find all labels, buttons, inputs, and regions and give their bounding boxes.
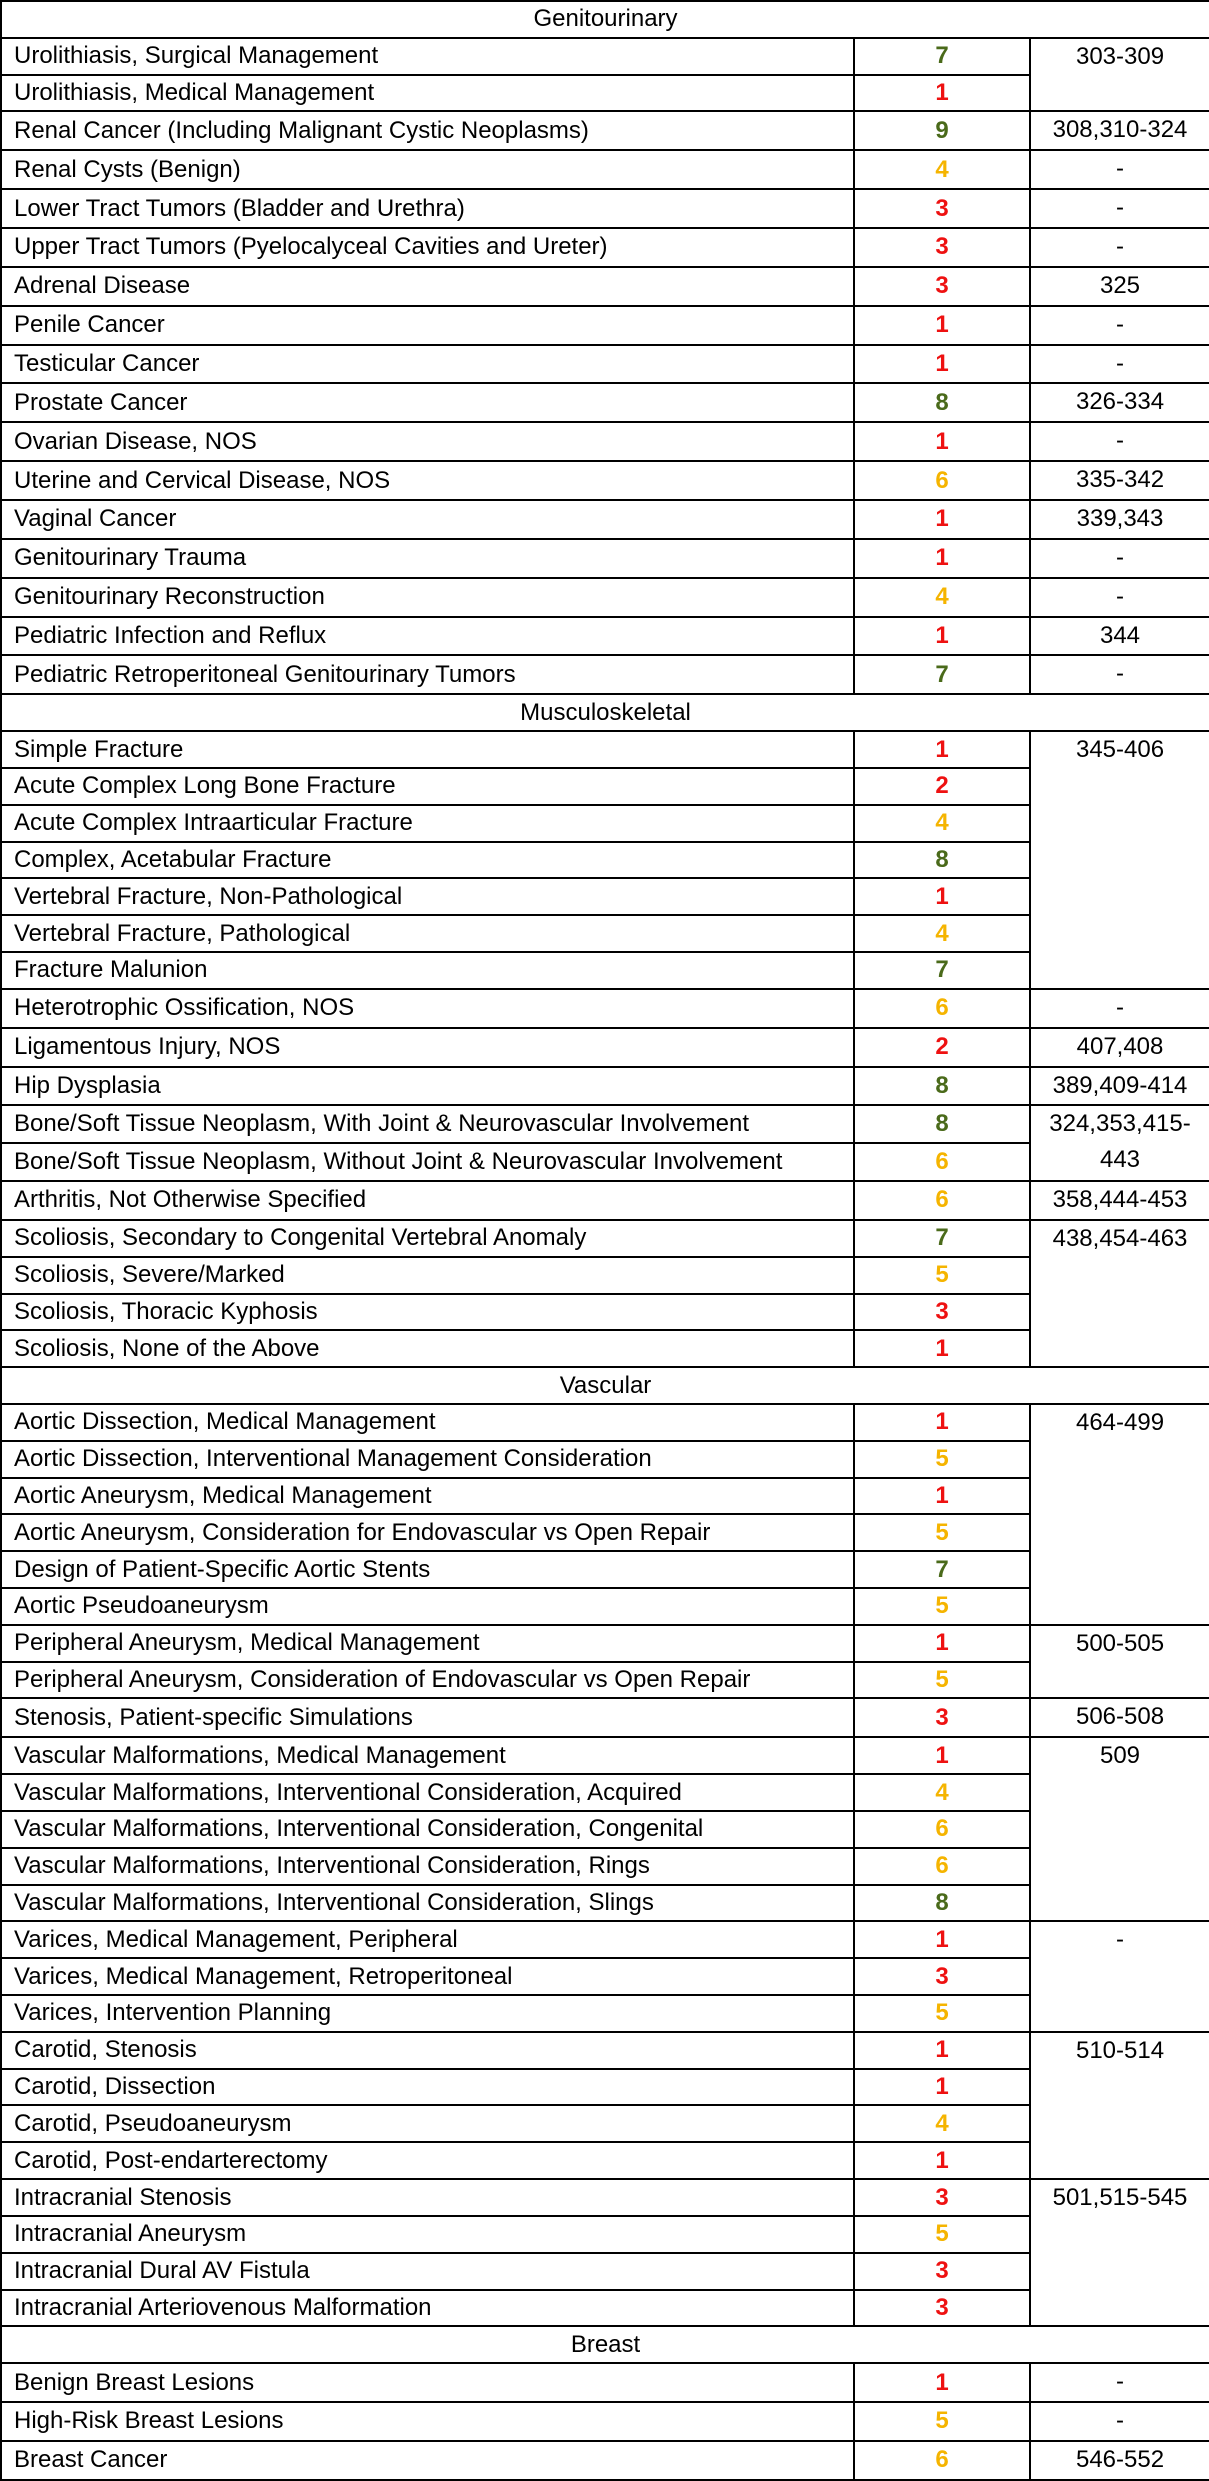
table-row <box>1 1625 1209 1662</box>
table-row <box>1 1551 1209 1588</box>
reference-cell: 389,409-414 <box>1030 1067 1209 1106</box>
score-value: 6 <box>854 1811 1030 1848</box>
table-row <box>1 1995 1209 2032</box>
indication-label: Urolithiasis, Surgical Management <box>1 38 854 75</box>
indication-label: Vascular Malformations, Interventional Consideration, Congenital <box>1 1811 854 1848</box>
score-value: 4 <box>854 805 1030 842</box>
table-row <box>1 1294 1209 1331</box>
reference-cell: - <box>1030 422 1209 461</box>
indication-label: Aortic Aneurysm, Medical Management <box>1 1478 854 1515</box>
reference-cell: - <box>1030 989 1209 1028</box>
table-row <box>1 2253 1209 2290</box>
indication-label: Aortic Aneurysm, Consideration for Endovascular vs Open Repair <box>1 1514 854 1551</box>
table-row <box>1 1921 1209 1958</box>
score-value: 7 <box>854 1220 1030 1257</box>
table-row <box>1 111 1209 150</box>
score-value: 1 <box>854 2363 1030 2402</box>
reference-cell: - <box>1030 306 1209 345</box>
table-row <box>1 1404 1209 1441</box>
table-row <box>1 228 1209 267</box>
indication-label: Vascular Malformations, Interventional Consideration, Acquired <box>1 1774 854 1811</box>
indication-label: Fracture Malunion <box>1 952 854 989</box>
indication-label: Peripheral Aneurysm, Consideration of Endovascular vs Open Repair <box>1 1662 854 1699</box>
score-value: 4 <box>854 150 1030 189</box>
table-row <box>1 1330 1209 1367</box>
reference-cell: 303-309 <box>1030 38 1209 112</box>
section-title: Breast <box>1 2326 1209 2363</box>
score-value: 5 <box>854 1588 1030 1625</box>
reference-cell: 407,408 <box>1030 1028 1209 1067</box>
indication-label: Scoliosis, None of the Above <box>1 1330 854 1367</box>
reference-cell: 509 <box>1030 1737 1209 1921</box>
reference-cell: 506-508 <box>1030 1698 1209 1737</box>
reference-cell: 546-552 <box>1030 2441 1209 2480</box>
table-row <box>1 422 1209 461</box>
indication-label: Arthritis, Not Otherwise Specified <box>1 1181 854 1220</box>
indication-label: Upper Tract Tumors (Pyelocalyceal Cavities and Ureter) <box>1 228 854 267</box>
indication-label: Intracranial Dural AV Fistula <box>1 2253 854 2290</box>
score-value: 6 <box>854 1181 1030 1220</box>
table-row <box>1 655 1209 694</box>
score-value: 6 <box>854 989 1030 1028</box>
score-value: 2 <box>854 1028 1030 1067</box>
score-value: 7 <box>854 655 1030 694</box>
table-row <box>1 989 1209 1028</box>
score-value: 1 <box>854 1921 1030 1958</box>
indication-label: Ovarian Disease, NOS <box>1 422 854 461</box>
indication-label: Carotid, Post-endarterectomy <box>1 2142 854 2179</box>
section-title: Vascular <box>1 1367 1209 1404</box>
reference-cell: 308,310-324 <box>1030 111 1209 150</box>
indication-label: Intracranial Stenosis <box>1 2179 854 2216</box>
table-row <box>1 383 1209 422</box>
indication-label: Renal Cancer (Including Malignant Cystic Neoplasms) <box>1 111 854 150</box>
reference-cell: 326-334 <box>1030 383 1209 422</box>
indication-label: Carotid, Stenosis <box>1 2032 854 2069</box>
table-row <box>1 1811 1209 1848</box>
indication-label: Pediatric Infection and Reflux <box>1 617 854 656</box>
indication-label: Uterine and Cervical Disease, NOS <box>1 461 854 500</box>
indication-label: Vaginal Cancer <box>1 500 854 539</box>
indication-label: Heterotrophic Ossification, NOS <box>1 989 854 1028</box>
indication-label: Complex, Acetabular Fracture <box>1 842 854 879</box>
score-value: 1 <box>854 2142 1030 2179</box>
table-row <box>1 1220 1209 1257</box>
table-row <box>1 2216 1209 2253</box>
table-row <box>1 150 1209 189</box>
reference-cell: - <box>1030 228 1209 267</box>
table-row <box>1 1028 1209 1067</box>
table-row <box>1 915 1209 952</box>
score-value: 1 <box>854 1737 1030 1774</box>
table-row <box>1 768 1209 805</box>
reference-cell: - <box>1030 539 1209 578</box>
reference-cell: - <box>1030 345 1209 384</box>
reference-cell: 335-342 <box>1030 461 1209 500</box>
reference-cell: 344 <box>1030 617 1209 656</box>
score-value: 3 <box>854 2179 1030 2216</box>
score-value: 1 <box>854 422 1030 461</box>
indication-label: Hip Dysplasia <box>1 1067 854 1106</box>
reference-cell: 358,444-453 <box>1030 1181 1209 1220</box>
indication-label: Carotid, Pseudoaneurysm <box>1 2105 854 2142</box>
score-value: 1 <box>854 345 1030 384</box>
table-row <box>1 2069 1209 2106</box>
indication-label: Peripheral Aneurysm, Medical Management <box>1 1625 854 1662</box>
reference-cell: - <box>1030 2363 1209 2402</box>
score-value: 5 <box>854 1995 1030 2032</box>
table-row <box>1 1105 1209 1143</box>
table-row <box>1 1958 1209 1995</box>
table-row <box>1 2402 1209 2441</box>
score-value: 1 <box>854 539 1030 578</box>
score-value: 3 <box>854 2290 1030 2327</box>
table-row <box>1 2441 1209 2480</box>
reference-cell: 438,454-463 <box>1030 1220 1209 1367</box>
score-value: 3 <box>854 228 1030 267</box>
indication-label: Varices, Medical Management, Retroperitoneal <box>1 1958 854 1995</box>
table-row <box>1 2105 1209 2142</box>
table-row <box>1 842 1209 879</box>
section-header-row-musculoskeletal <box>1 694 1209 731</box>
reference-cell: 325 <box>1030 267 1209 306</box>
table-row <box>1 578 1209 617</box>
table-row <box>1 189 1209 228</box>
table-row <box>1 500 1209 539</box>
indication-label: Aortic Dissection, Interventional Management Consideration <box>1 1441 854 1478</box>
score-value: 1 <box>854 617 1030 656</box>
table-row <box>1 2179 1209 2216</box>
score-value: 1 <box>854 1404 1030 1441</box>
table-row <box>1 306 1209 345</box>
table-row <box>1 805 1209 842</box>
indication-label: Intracranial Aneurysm <box>1 2216 854 2253</box>
score-value: 4 <box>854 915 1030 952</box>
table-row <box>1 345 1209 384</box>
table-row <box>1 1662 1209 1699</box>
table-body <box>1 1 1209 2480</box>
indication-label: Vascular Malformations, Interventional Consideration, Rings <box>1 1848 854 1885</box>
indication-label: Stenosis, Patient-specific Simulations <box>1 1698 854 1737</box>
reference-cell: 339,343 <box>1030 500 1209 539</box>
score-value: 8 <box>854 1067 1030 1106</box>
table-row <box>1 1698 1209 1737</box>
score-value: 5 <box>854 1441 1030 1478</box>
reference-cell: - <box>1030 189 1209 228</box>
indication-label: Genitourinary Trauma <box>1 539 854 578</box>
reference-cell: - <box>1030 1921 1209 2031</box>
reference-cell: 500-505 <box>1030 1625 1209 1699</box>
indication-label: Genitourinary Reconstruction <box>1 578 854 617</box>
section-header-row-breast <box>1 2326 1209 2363</box>
score-value: 4 <box>854 1774 1030 1811</box>
score-value: 6 <box>854 461 1030 500</box>
indication-label: Pediatric Retroperitoneal Genitourinary Tumors <box>1 655 854 694</box>
table-row <box>1 1143 1209 1181</box>
score-value: 5 <box>854 1514 1030 1551</box>
table-row <box>1 1478 1209 1515</box>
score-value: 1 <box>854 1478 1030 1515</box>
score-value: 2 <box>854 768 1030 805</box>
table-row <box>1 2142 1209 2179</box>
indication-label: Ligamentous Injury, NOS <box>1 1028 854 1067</box>
score-value: 1 <box>854 2069 1030 2106</box>
table-row <box>1 38 1209 75</box>
score-value: 8 <box>854 1105 1030 1143</box>
score-value: 9 <box>854 111 1030 150</box>
score-value: 6 <box>854 2441 1030 2480</box>
reference-cell: - <box>1030 2402 1209 2441</box>
score-value: 3 <box>854 2253 1030 2290</box>
indication-label: Carotid, Dissection <box>1 2069 854 2106</box>
indication-label: Varices, Intervention Planning <box>1 1995 854 2032</box>
score-value: 1 <box>854 731 1030 768</box>
reference-cell: - <box>1030 578 1209 617</box>
indication-label: Acute Complex Intraarticular Fracture <box>1 805 854 842</box>
reference-cell: 501,515-545 <box>1030 2179 1209 2326</box>
table-row <box>1 1441 1209 1478</box>
score-value: 1 <box>854 1330 1030 1367</box>
table-row <box>1 539 1209 578</box>
section-header-row-vascular <box>1 1367 1209 1404</box>
indication-label: Scoliosis, Thoracic Kyphosis <box>1 1294 854 1331</box>
table-row <box>1 1257 1209 1294</box>
table-row <box>1 952 1209 989</box>
table-row <box>1 1737 1209 1774</box>
score-value: 1 <box>854 75 1030 112</box>
indication-label: Benign Breast Lesions <box>1 2363 854 2402</box>
reference-cell: - <box>1030 655 1209 694</box>
score-value: 3 <box>854 1294 1030 1331</box>
indication-label: Bone/Soft Tissue Neoplasm, Without Joint & Neurovascular Involvement <box>1 1143 854 1181</box>
score-value: 8 <box>854 842 1030 879</box>
score-value: 3 <box>854 189 1030 228</box>
score-value: 5 <box>854 2216 1030 2253</box>
indication-label: Renal Cysts (Benign) <box>1 150 854 189</box>
score-value: 6 <box>854 1848 1030 1885</box>
score-value: 3 <box>854 1958 1030 1995</box>
score-value: 7 <box>854 38 1030 75</box>
table-row <box>1 1514 1209 1551</box>
indication-label: Vertebral Fracture, Pathological <box>1 915 854 952</box>
score-value: 1 <box>854 878 1030 915</box>
table-row <box>1 731 1209 768</box>
indication-label: Prostate Cancer <box>1 383 854 422</box>
table-row <box>1 1885 1209 1922</box>
indication-label: Vascular Malformations, Medical Management <box>1 1737 854 1774</box>
score-value: 7 <box>854 952 1030 989</box>
table-row <box>1 267 1209 306</box>
reference-cell: 345-406 <box>1030 731 1209 989</box>
indication-label: Design of Patient-Specific Aortic Stents <box>1 1551 854 1588</box>
indication-label: Penile Cancer <box>1 306 854 345</box>
table-row <box>1 2363 1209 2402</box>
section-title: Musculoskeletal <box>1 694 1209 731</box>
table-row <box>1 1774 1209 1811</box>
score-value: 1 <box>854 1625 1030 1662</box>
score-value: 4 <box>854 2105 1030 2142</box>
indication-label: Aortic Dissection, Medical Management <box>1 1404 854 1441</box>
indication-label: Varices, Medical Management, Peripheral <box>1 1921 854 1958</box>
score-value: 1 <box>854 2032 1030 2069</box>
score-value: 3 <box>854 1698 1030 1737</box>
table-row <box>1 617 1209 656</box>
score-value: 5 <box>854 1662 1030 1699</box>
section-header-row-genitourinary <box>1 1 1209 38</box>
indication-label: Breast Cancer <box>1 2441 854 2480</box>
table-row <box>1 75 1209 112</box>
indication-label: Lower Tract Tumors (Bladder and Urethra) <box>1 189 854 228</box>
indication-label: Scoliosis, Secondary to Congenital Vertebral Anomaly <box>1 1220 854 1257</box>
table-row <box>1 2290 1209 2327</box>
score-value: 7 <box>854 1551 1030 1588</box>
score-value: 1 <box>854 500 1030 539</box>
indication-label: Bone/Soft Tissue Neoplasm, With Joint & Neurovascular Involvement <box>1 1105 854 1143</box>
indication-label: Acute Complex Long Bone Fracture <box>1 768 854 805</box>
indication-label: Aortic Pseudoaneurysm <box>1 1588 854 1625</box>
score-value: 4 <box>854 578 1030 617</box>
reference-cell: - <box>1030 150 1209 189</box>
indication-label: Urolithiasis, Medical Management <box>1 75 854 112</box>
section-title: Genitourinary <box>1 1 1209 38</box>
indication-label: Intracranial Arteriovenous Malformation <box>1 2290 854 2327</box>
indication-label: Scoliosis, Severe/Marked <box>1 1257 854 1294</box>
score-value: 5 <box>854 2402 1030 2441</box>
score-value: 3 <box>854 267 1030 306</box>
table-row <box>1 1848 1209 1885</box>
table-row <box>1 2032 1209 2069</box>
reference-cell: 510-514 <box>1030 2032 1209 2179</box>
score-value: 8 <box>854 1885 1030 1922</box>
score-value: 8 <box>854 383 1030 422</box>
table-row <box>1 878 1209 915</box>
table-row <box>1 1181 1209 1220</box>
score-value: 5 <box>854 1257 1030 1294</box>
indication-label: Testicular Cancer <box>1 345 854 384</box>
reference-cell: 464-499 <box>1030 1404 1209 1625</box>
indication-label: Vertebral Fracture, Non-Pathological <box>1 878 854 915</box>
reference-cell: 324,353,415-443 <box>1030 1105 1209 1181</box>
indication-label: High-Risk Breast Lesions <box>1 2402 854 2441</box>
indication-label: Adrenal Disease <box>1 267 854 306</box>
table-row <box>1 461 1209 500</box>
indication-label: Simple Fracture <box>1 731 854 768</box>
score-value: 6 <box>854 1143 1030 1181</box>
indication-label: Vascular Malformations, Interventional Consideration, Slings <box>1 1885 854 1922</box>
table-row <box>1 1588 1209 1625</box>
table-row <box>1 1067 1209 1106</box>
score-value: 1 <box>854 306 1030 345</box>
